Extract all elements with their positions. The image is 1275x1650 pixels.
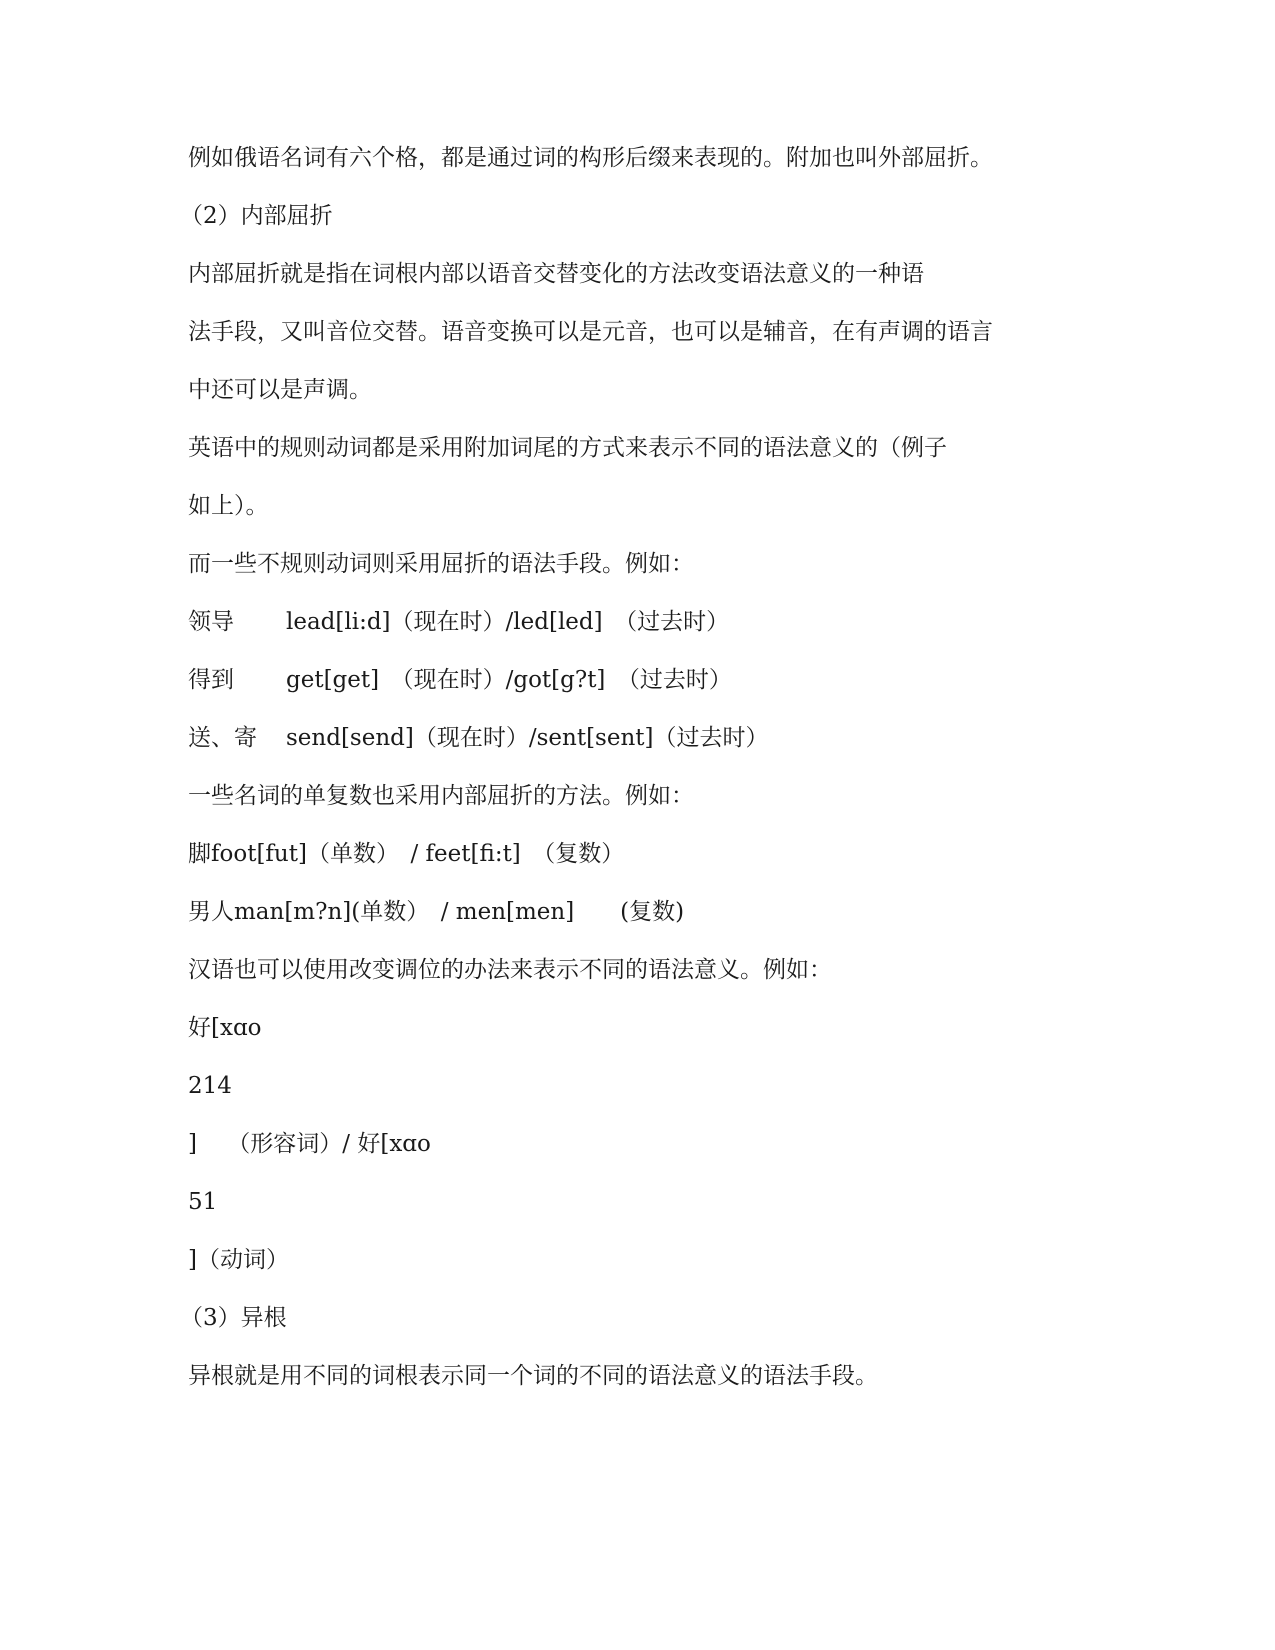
verb-gloss: 送、寄 xyxy=(188,725,257,751)
paragraph: 法手段，又叫音位交替。语音变换可以是元音，也可以是辅音，在有声调的语言 xyxy=(188,319,993,345)
tone-example-line: 51 xyxy=(188,1189,218,1215)
tone-example-line: ] （形容词）/ 好[xɑo xyxy=(188,1131,431,1157)
paragraph: 英语中的规则动词都是采用附加词尾的方式来表示不同的语法意义的（例子 xyxy=(188,435,947,461)
tone-example-line: ]（动词） xyxy=(188,1247,289,1273)
verb-gloss: 领导 xyxy=(188,609,234,635)
paragraph: 而一些不规则动词则采用屈折的语法手段。例如： xyxy=(188,551,694,577)
paragraph: 例如俄语名词有六个格，都是通过词的构形后缀来表现的。附加也叫外部屈折。 xyxy=(188,145,993,171)
noun-example: 脚foot[fut]（单数） / feet[fi:t] （复数） xyxy=(188,841,625,867)
verb-forms: get[get] （现在时）/got[g?t] （过去时） xyxy=(286,667,732,693)
section-heading: （2）内部屈折 xyxy=(180,203,333,229)
paragraph: 内部屈折就是指在词根内部以语音交替变化的方法改变语法意义的一种语 xyxy=(188,261,924,287)
paragraph: 中还可以是声调。 xyxy=(188,377,372,403)
noun-example: 男人man[m?n](单数） / men[men] (复数) xyxy=(188,899,685,925)
paragraph: 如上）。 xyxy=(188,493,269,519)
verb-forms: lead[li:d]（现在时）/led[led] （过去时） xyxy=(286,609,730,635)
paragraph: 汉语也可以使用改变调位的办法来表示不同的语法意义。例如： xyxy=(188,957,832,983)
tone-example-line: 好[xɑo xyxy=(188,1015,262,1041)
verb-gloss: 得到 xyxy=(188,667,234,693)
paragraph: 异根就是用不同的词根表示同一个词的不同的语法意义的语法手段。 xyxy=(188,1363,878,1389)
paragraph: 一些名词的单复数也采用内部屈折的方法。例如： xyxy=(188,783,694,809)
section-heading: （3）异根 xyxy=(180,1305,287,1331)
verb-forms: send[send]（现在时）/sent[sent]（过去时） xyxy=(286,725,769,751)
tone-example-line: 214 xyxy=(188,1073,232,1099)
